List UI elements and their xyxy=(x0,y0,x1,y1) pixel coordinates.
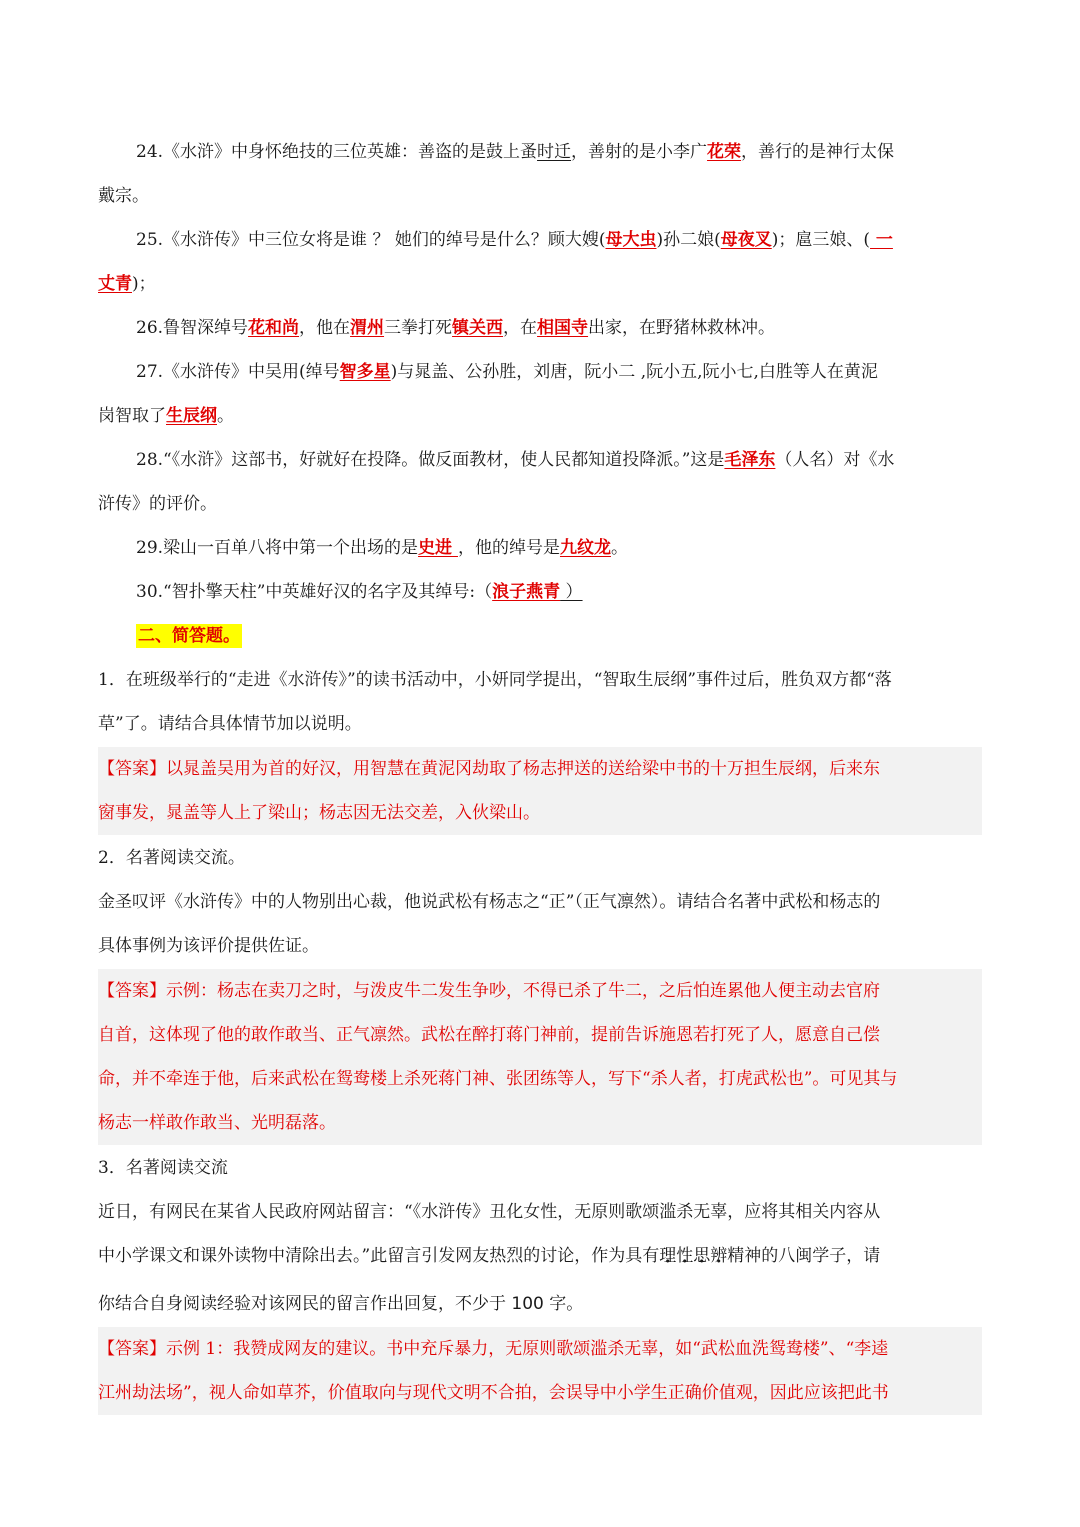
answer-line: 【答案】示例 1：我赞成网友的建议。书中充斥暴力，无原则歌颂滥杀无辜，如“武松血洗鸳鸯楼”、“李逵 xyxy=(98,1339,889,1359)
text: ） xyxy=(560,582,583,602)
text: )；扈三娘、( xyxy=(771,230,871,250)
question-24-cont: 戴宗。 xyxy=(98,186,149,206)
emphasis-char: 理 xyxy=(659,1246,677,1266)
question-25 xyxy=(98,218,982,262)
text: )与晁盖、公孙胜，刘唐，阮小二 ,阮小五,阮小七,白胜等人在黄泥 xyxy=(390,362,878,382)
answer-line: 自首，这体现了他的敢作敢当、正气凛然。武松在醉打蒋门神前，提前告诉施恩若打死了人，愿意自己偿 xyxy=(98,1025,880,1045)
text: （人名）对《水 xyxy=(775,450,895,470)
text: 。 xyxy=(610,538,628,558)
answer-blank: 渭州 xyxy=(350,318,385,338)
short-question-1-cont: 草”了。请结合具体情节加以说明。 xyxy=(98,714,362,734)
question-26 xyxy=(98,306,982,350)
answer-blank: 浪子燕青 xyxy=(492,582,561,602)
answer-blank: 花荣 xyxy=(707,142,742,162)
answer-blank: 一 xyxy=(870,230,893,250)
text: 时迁 xyxy=(537,142,572,162)
text: )孙二娘( xyxy=(656,230,721,250)
text: 中小学课文和课外读物中清除出去。”此留言引发网友热烈的讨论，作为具有 xyxy=(98,1246,660,1266)
answer-blank: 丈青 xyxy=(98,274,132,294)
question-29 xyxy=(98,526,982,570)
answer-blank: 镇关西 xyxy=(452,318,504,338)
short-question-3-cont2 xyxy=(98,1282,982,1326)
question-27 xyxy=(98,350,982,394)
text: ，他的绰号是 xyxy=(457,538,560,558)
section-title: 二、简答题。 xyxy=(138,626,240,646)
answer-blank: 智多星 xyxy=(339,362,391,382)
text: 出家，在野猪林救林冲。 xyxy=(588,318,776,338)
text: 。 xyxy=(217,406,234,426)
text: 26.鲁智深绰号 xyxy=(136,318,249,338)
text: 你结合自身阅读经验对该网民的留言作出回复，不少于 xyxy=(98,1294,512,1314)
answer-blank: 史进 xyxy=(418,538,458,558)
question-24 xyxy=(98,130,982,174)
text: 24.《水浒》中身怀绝技的三位英雄：善盗的是鼓上蚤 xyxy=(136,142,538,162)
text: 三拳打死 xyxy=(384,318,453,338)
document-page xyxy=(98,130,982,1416)
answer-blank: 生辰纲 xyxy=(166,406,217,426)
answer-blank: 九纹龙 xyxy=(559,538,611,558)
short-question-2-cont: 具体事例为该评价提供佐证。 xyxy=(98,936,319,956)
text: 岗智取了 xyxy=(98,406,166,426)
text: 28.“《水浒》这部书，好就好在投降。做反面教材，使人民都知道投降派。”这是 xyxy=(136,450,725,470)
short-question-3: 近日，有网民在某省人民政府网站留言：“《水浒传》丑化女性，无原则歌颂滥杀无辜，应将其相关内容从 xyxy=(98,1202,881,1222)
answer-blank: 母大虫 xyxy=(605,230,657,250)
short-question-3-title: 3．名著阅读交流 xyxy=(98,1158,228,1178)
answer-line: 命，并不牵连于他，后来武松在鸳鸯楼上杀死蒋门神、张团练等人，写下“杀人者，打虎武松也”。可见其与 xyxy=(98,1069,898,1089)
question-25-cont xyxy=(98,262,982,306)
answer-line: 窗事发，晁盖等人上了梁山；杨志因无法交差，入伙梁山。 xyxy=(98,803,540,823)
question-28-cont: 浒传》的评价。 xyxy=(98,494,217,514)
emphasis-char: 思 xyxy=(693,1246,711,1266)
answer-line: 杨志一样敢作敢当、光明磊落。 xyxy=(98,1113,336,1133)
answer-blank: 花和尚 xyxy=(248,318,300,338)
text: )； xyxy=(132,274,156,294)
answer-blank: 相国寺 xyxy=(537,318,589,338)
text: 29.梁山一百单八将中第一个出场的是 xyxy=(136,538,419,558)
answer-line: 江州劫法场”，视人命如草芥，价值取向与现代文明不合拍，会误导中小学生正确价值观，因此应该把此书 xyxy=(98,1383,889,1403)
question-28 xyxy=(98,438,982,482)
short-question-1: 1．在班级举行的“走进《水浒传》”的读书活动中，小妍同学提出，“智取生辰纲”事件过后，胜负双方都“落 xyxy=(98,670,892,690)
short-question-2-title: 2．名著阅读交流。 xyxy=(98,848,245,868)
answer-blank: 毛泽东 xyxy=(724,450,776,470)
text: 25.《水浒传》中三位女将是谁 ？ 她们的绰号是什么？顾大嫂( xyxy=(136,230,606,250)
answer-line: 【答案】以晁盖吴用为首的好汉，用智慧在黄泥冈劫取了杨志押送的送给梁中书的十万担生辰纲，后来东 xyxy=(98,759,880,779)
short-question-2: 金圣叹评《水浒传》中的人物别出心裁，他说武松有杨志之“正”（正气凛然）。请结合名著中武松和杨志的 xyxy=(98,892,881,912)
emphasis-char: 辨 xyxy=(710,1246,728,1266)
text: 精神的八闽学子，请 xyxy=(727,1246,881,1266)
section-heading xyxy=(98,614,982,658)
short-question-3-cont xyxy=(98,1234,982,1278)
text: ，在 xyxy=(503,318,538,338)
answer-block-2 xyxy=(98,969,982,1145)
answer-block-3 xyxy=(98,1327,982,1415)
question-27-cont xyxy=(98,394,982,438)
answer-block-1 xyxy=(98,747,982,835)
answer-blank: 母夜叉 xyxy=(720,230,772,250)
text: ，善射的是小李广 xyxy=(571,142,708,162)
text: 27.《水浒传》中吴用(绰号 xyxy=(136,362,340,382)
answer-line: 【答案】示例：杨志在卖刀之时，与泼皮牛二发生争吵，不得已杀了牛二，之后怕连累他人便主动去官府 xyxy=(98,981,880,1001)
emphasis-char: 性 xyxy=(676,1246,694,1266)
text: ，他在 xyxy=(299,318,351,338)
question-30 xyxy=(98,570,982,614)
text: ，善行的是神行太保 xyxy=(741,142,895,162)
text: 字。 xyxy=(543,1294,584,1314)
word-count: 100 xyxy=(511,1294,544,1314)
text: 30.“智扑擎天柱”中英雄好汉的名字及其绰号:（ xyxy=(136,582,493,602)
